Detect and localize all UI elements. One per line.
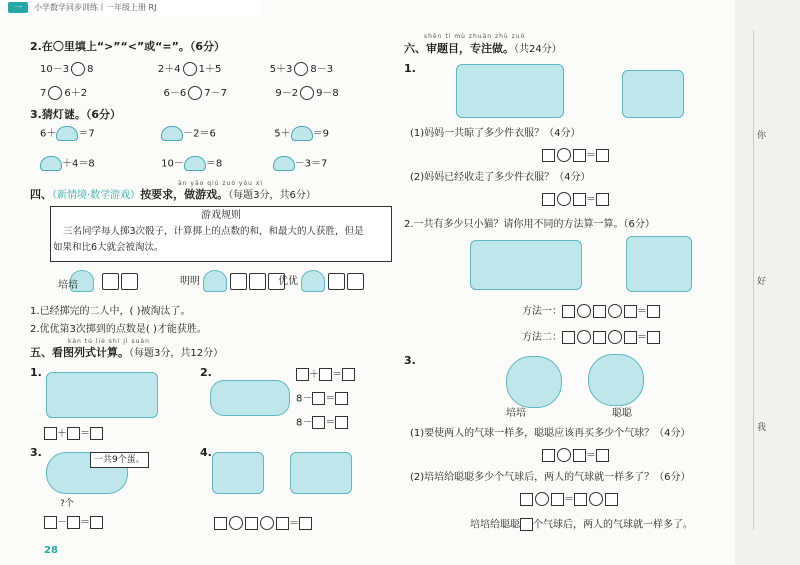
- s5-n3: 3.: [30, 446, 42, 459]
- s5-pinyin: kàn tú liè shì jì suàn: [68, 338, 150, 345]
- answer-box[interactable]: [312, 416, 325, 429]
- expr: 10－: [161, 158, 184, 170]
- rules-text-2: 如果和比6大就会被淘汰。: [53, 242, 164, 253]
- unknown-label: ?个: [60, 499, 74, 509]
- expr: ＝: [325, 393, 336, 405]
- child-icon: [203, 270, 227, 292]
- answer-box[interactable]: [520, 493, 533, 506]
- side-char: 我: [757, 423, 767, 433]
- answer-box[interactable]: [214, 517, 227, 530]
- pigeons-illustration: [290, 452, 352, 494]
- answer-box[interactable]: [596, 449, 609, 462]
- expr: 6＋2: [64, 88, 88, 99]
- answer-suffix: 个气球后，两人的气球就一样多了。: [533, 519, 693, 531]
- answer-circle[interactable]: [294, 62, 308, 76]
- q3-title: 3.猜灯谜。（6分）: [30, 108, 121, 121]
- expr: 8－3: [310, 64, 334, 75]
- lantern-icon[interactable]: [273, 156, 295, 171]
- answer-box[interactable]: [299, 517, 312, 530]
- side-char: 好: [757, 277, 767, 287]
- s4-pinyin: àn yāo qiú zuò yóu xì: [178, 180, 264, 187]
- header-bar: [0, 0, 260, 16]
- r-q1a: (1)妈妈一共晾了多少件衣服？（4分）: [410, 128, 581, 139]
- cats-illustration: [470, 240, 582, 290]
- s6-score: （共24分）: [514, 44, 562, 55]
- compare-row-1: [40, 62, 340, 76]
- answer-box[interactable]: [296, 368, 309, 381]
- expr: ＝7: [78, 128, 95, 140]
- player-mingming: [180, 270, 287, 292]
- s6-title: 六、审题目，专注做。: [404, 42, 514, 55]
- expr: 6－6: [163, 88, 187, 99]
- expr: 5＋: [274, 128, 291, 140]
- answer-box[interactable]: [335, 392, 348, 405]
- answer-box[interactable]: [342, 368, 355, 381]
- answer-box[interactable]: [573, 149, 586, 162]
- rules-box: [50, 206, 392, 262]
- expr: ＋4＝8: [62, 158, 95, 170]
- answer-box[interactable]: [596, 149, 609, 162]
- expr: ＝9: [312, 128, 329, 140]
- r-q3c: [470, 518, 693, 532]
- answer-circle[interactable]: [71, 62, 85, 76]
- boxes-cart-illustration: [46, 372, 158, 418]
- s4-title-row: [30, 188, 316, 202]
- die-icon: [230, 273, 247, 290]
- peipei-label: 培培: [506, 408, 526, 419]
- r-q1a-eq: ＝: [542, 148, 609, 162]
- answer-circle[interactable]: [183, 62, 197, 76]
- balloons-girl-illustration: [506, 356, 562, 408]
- answer-prefix: 培培给聪聪: [470, 519, 520, 531]
- answer-circle[interactable]: [577, 304, 591, 318]
- rules-text-1: 三名同学每人掷3次骰子，计算掷上的点数的和，和最大的人获胜，但是: [63, 226, 364, 237]
- r-q1b: (2)妈妈已经收走了多少件衣服？（4分）: [410, 172, 591, 183]
- answer-box[interactable]: [624, 305, 637, 318]
- expr: 10－3: [40, 64, 70, 75]
- rules-title: 游戏规则: [201, 210, 241, 221]
- congcong-label: 聪聪: [612, 408, 632, 419]
- answer-box[interactable]: [319, 368, 332, 381]
- lantern-icon[interactable]: [184, 156, 206, 171]
- answer-box[interactable]: [542, 149, 555, 162]
- answer-box[interactable]: [90, 427, 103, 440]
- r-q3b-eq: ＝: [520, 492, 618, 506]
- s5-eq3: － ＝: [44, 516, 103, 530]
- answer-box[interactable]: [335, 416, 348, 429]
- r-q2-m2: 方法二： ＝: [522, 330, 660, 344]
- s5-title-row: [30, 346, 223, 360]
- cats-illustration: [626, 236, 692, 292]
- expr: 9－8: [316, 88, 339, 99]
- corn-illustration: [210, 380, 290, 416]
- lantern-row-2: [40, 156, 340, 171]
- lantern-row-1: [40, 126, 340, 141]
- answer-box[interactable]: [245, 517, 258, 530]
- player-youyou: [278, 270, 366, 292]
- side-strip: [735, 0, 800, 565]
- r-q2-m1: 方法一： ＝: [522, 304, 660, 318]
- eggs-label: 一共9个蛋。: [90, 452, 149, 468]
- lantern-icon[interactable]: [161, 126, 183, 141]
- s5-eq2-c: [296, 416, 348, 430]
- expr: －3＝7: [294, 158, 328, 170]
- answer-box[interactable]: [67, 516, 80, 529]
- expr: 1＋5: [198, 64, 222, 75]
- s4-q1: 1.已经掷完的二人中，( )被淘汰了。: [30, 306, 191, 317]
- r-q3a-eq: ＝: [542, 448, 609, 462]
- answer-circle[interactable]: [589, 492, 603, 506]
- grade-badge: 一: [8, 2, 28, 13]
- answer-circle[interactable]: [608, 330, 622, 344]
- s5-n1: 1.: [30, 366, 42, 379]
- q2-title: 2.在〇里填上“>”“<”或“=”。（6分）: [30, 40, 226, 53]
- die-icon: [347, 273, 364, 290]
- lantern-icon[interactable]: [291, 126, 313, 141]
- answer-box[interactable]: [562, 305, 575, 318]
- s5-eq2-b: [296, 392, 348, 406]
- answer-box[interactable]: [593, 331, 606, 344]
- answer-circle[interactable]: [557, 148, 571, 162]
- answer-box[interactable]: [44, 427, 57, 440]
- answer-circle[interactable]: [557, 448, 571, 462]
- s6-pinyin: shěn tí mù zhuān zhù zuò: [424, 33, 526, 40]
- s5-title: 五、看图列式计算。: [30, 346, 129, 359]
- player-name: 优优: [278, 276, 298, 287]
- expr: 9－2: [275, 88, 299, 99]
- expr: 7－7: [204, 88, 227, 99]
- laundry-line-illustration: [456, 64, 564, 118]
- answer-box[interactable]: [542, 193, 555, 206]
- s4-q2: 2.优优第3次掷到的点数是( )才能获胜。: [30, 324, 207, 335]
- player-peipei: [58, 270, 140, 292]
- answer-box[interactable]: [562, 331, 575, 344]
- answer-box[interactable]: [90, 516, 103, 529]
- die-icon: [328, 273, 345, 290]
- answer-circle[interactable]: [188, 86, 202, 100]
- answer-box[interactable]: [624, 331, 637, 344]
- expr: 8: [87, 64, 94, 75]
- side-char: 你: [757, 131, 767, 141]
- expr: ＝8: [205, 158, 223, 170]
- method-label: 方法一：: [522, 306, 562, 317]
- child-icon: [301, 270, 325, 292]
- answer-box[interactable]: [551, 493, 564, 506]
- answer-box[interactable]: [67, 427, 80, 440]
- method-label: 方法二：: [522, 332, 562, 343]
- answer-circle[interactable]: [535, 492, 549, 506]
- s5-eq1: ＋ ＝: [44, 427, 103, 441]
- answer-box[interactable]: [573, 193, 586, 206]
- expr: 8－: [296, 393, 313, 405]
- expr: 2＋4: [157, 64, 181, 75]
- s4-main: 按要求，做游戏。: [140, 188, 229, 201]
- expr: ＝: [325, 417, 336, 429]
- answer-circle[interactable]: [300, 86, 314, 100]
- expr: 8－: [296, 417, 313, 429]
- page-number: 28: [44, 545, 58, 556]
- lantern-icon[interactable]: [56, 126, 78, 141]
- lantern-icon[interactable]: [40, 156, 62, 171]
- die-icon: [102, 273, 119, 290]
- r-q1b-eq: ＝: [542, 192, 609, 206]
- side-rule: [753, 30, 754, 530]
- answer-box[interactable]: [520, 518, 533, 531]
- answer-circle[interactable]: [229, 516, 243, 530]
- answer-circle[interactable]: [557, 192, 571, 206]
- answer-box[interactable]: [596, 193, 609, 206]
- answer-box[interactable]: [647, 331, 660, 344]
- header-title: 小学数学同步训练丨一年级上册 RJ: [34, 3, 157, 12]
- expr: 6＋: [40, 128, 57, 140]
- s4-tag: （新情境·数学游戏）: [52, 190, 141, 201]
- answer-box[interactable]: [312, 392, 325, 405]
- s6-title-row: [404, 42, 562, 56]
- answer-box[interactable]: [647, 305, 660, 318]
- r-q3b: (2)培培给聪聪多少个气球后，两人的气球就一样多了？（6分）: [410, 472, 691, 483]
- s4-number: 四、: [30, 188, 52, 201]
- player-name: 明明: [180, 276, 200, 287]
- balloons-boy-illustration: [588, 354, 644, 406]
- r-q2-title: 2.一共有多少只小猫？请你用不同的方法算一算。（6分）: [404, 219, 655, 230]
- compare-row-2: [40, 86, 340, 100]
- answer-circle[interactable]: [608, 304, 622, 318]
- answer-circle[interactable]: [260, 516, 274, 530]
- answer-box[interactable]: [276, 517, 289, 530]
- s4-score: （每题3分，共6分）: [228, 190, 316, 201]
- answer-box[interactable]: [574, 493, 587, 506]
- s5-score: （每题3分，共12分）: [129, 348, 224, 359]
- pigeons-illustration: [212, 452, 264, 494]
- s5-n2: 2.: [200, 366, 212, 379]
- die-icon: [121, 273, 138, 290]
- die-icon: [249, 273, 266, 290]
- answer-box[interactable]: [605, 493, 618, 506]
- answer-circle[interactable]: [577, 330, 591, 344]
- s5-eq2-a: ＋ ＝: [296, 368, 355, 382]
- laundry-basket-illustration: [622, 70, 684, 118]
- s5-n4: 4.: [200, 446, 212, 459]
- r-q3-number: 3.: [404, 354, 416, 367]
- answer-box[interactable]: [44, 516, 57, 529]
- r-q3a: (1)要使两人的气球一样多，聪聪应该再买多少个气球？（4分）: [410, 428, 691, 439]
- r-q1-number: 1.: [404, 62, 416, 75]
- answer-circle[interactable]: [48, 86, 62, 100]
- player-name: 培培: [58, 280, 78, 291]
- answer-box[interactable]: [542, 449, 555, 462]
- expr: －2＝6: [183, 128, 216, 140]
- answer-box[interactable]: [593, 305, 606, 318]
- answer-box[interactable]: [573, 449, 586, 462]
- s5-eq4: ＝: [214, 516, 312, 530]
- expr: 7: [40, 88, 47, 99]
- expr: 5＋3: [269, 64, 293, 75]
